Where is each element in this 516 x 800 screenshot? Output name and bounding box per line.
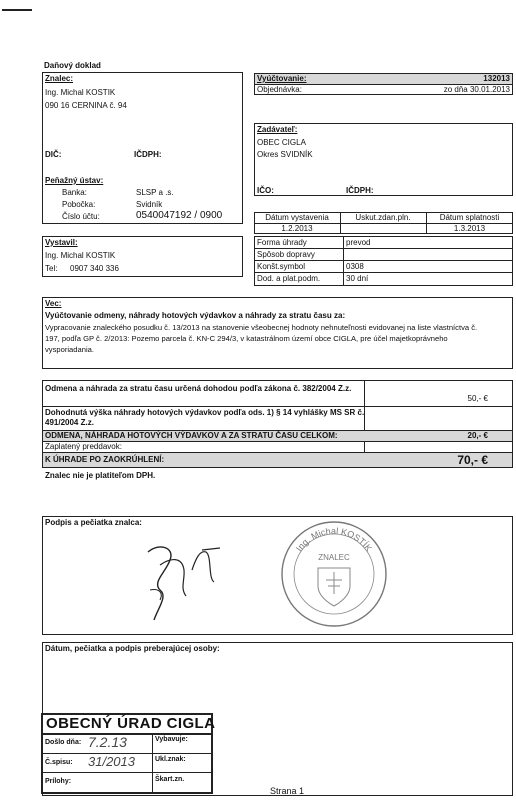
signature	[130, 530, 240, 625]
pobocka-value: Svidník	[136, 200, 163, 209]
stamp-cislo-label: Č.spisu:	[45, 759, 73, 766]
date-header-splatnosti: Dátum splatnosti	[439, 213, 500, 222]
page-number: Strana 1	[270, 786, 305, 796]
tel-value: 0907 340 336	[70, 264, 119, 273]
divider	[254, 248, 513, 249]
vec-line-2: 197, podľa GP č. 2/2013: Pozemo parcela č. KN-C 294/3, v katastrálnom území obce CIGLA, pre účel majetkoprávneho	[45, 334, 448, 343]
expert-seal-stamp	[278, 518, 390, 630]
znalec-address: 090 16 CERNINA č. 94	[45, 101, 127, 110]
stamp-cislo-value: 31/2013	[88, 754, 135, 769]
sposob-dopravy-label: Spôsob dopravy	[257, 250, 315, 259]
vystavil-label: Vystavil:	[45, 238, 78, 247]
konst-symbol-label: Konšt.symbol	[257, 262, 306, 271]
forma-uhrady-label: Forma úhrady	[257, 238, 307, 247]
dod-plat-label: Dod. a plat.podm.	[257, 274, 321, 283]
vystavil-name: Ing. Michal KOSTIK	[45, 251, 116, 260]
forma-uhrady-value: prevod	[346, 238, 371, 247]
odmena-label: Odmena a náhrada za stratu času určená dohodou podľa zákona č. 382/2004 Z.z.	[45, 384, 352, 393]
divider	[254, 272, 513, 273]
seal-top-text: Ing. Michal KOSTÍK	[293, 525, 374, 554]
stamp-ulozenie-label: Ukl.znak:	[155, 756, 186, 763]
podpis-label: Podpis a pečiatka znalca:	[45, 518, 142, 527]
uhrada-label: K ÚHRADE PO ZAOKRÚHLENÍ:	[45, 455, 165, 464]
stamp-doslo-label: Došlo dňa:	[45, 739, 82, 746]
date-header-vystavenia: Dátum vystavenia	[265, 213, 329, 222]
ico-label: IČO:	[257, 186, 274, 195]
vec-box	[42, 297, 513, 369]
celkom-label: ODMENA, NÁHRADA HOTOVÝCH VÝDAVKOV A ZA STRATU ČASU CELKOM:	[45, 431, 338, 440]
zadavatel-name: OBEC CIGLA	[257, 138, 306, 147]
divider	[152, 733, 153, 794]
stamp-vybavuje-label: Vybavuje:	[155, 736, 188, 743]
banka-label: Banka:	[62, 188, 87, 197]
objednavka-label: Objednávka:	[257, 85, 302, 94]
vydavky-label-a: Dohodnutá výška náhrady hotových výdavkov podľa ods. 1) § 14 vyhlášky MS SR č.	[45, 408, 365, 417]
zadavatel-icdph-label: IČDPH:	[346, 186, 374, 195]
pobocka-label: Pobočka:	[62, 200, 96, 209]
stamp-doslo-value: 7.2.13	[88, 734, 127, 750]
document-title: Daňový doklad	[44, 61, 101, 70]
divider	[343, 236, 344, 286]
prijem-label: Dátum, pečiatka a podpis preberajúcej osoby:	[45, 644, 220, 653]
vec-label: Vec:	[45, 299, 62, 308]
divider	[42, 406, 513, 407]
stamp-title: OBECNÝ ÚRAD CIGLA	[46, 715, 216, 732]
ucet-value: 0540047192 / 0900	[136, 210, 223, 221]
zadavatel-label: Zadávateľ:	[257, 125, 298, 134]
znalec-name: Ing. Michal KOSTIK	[45, 88, 116, 97]
stamp-prilohy-label: Prílohy:	[45, 778, 72, 785]
vydavky-label-b: 491/2004 Z.z.	[45, 418, 94, 427]
ucet-label: Číslo účtu:	[62, 212, 100, 221]
seal-mid-text: ZNALEC	[318, 553, 350, 562]
vyuctovanie-label: Vyúčtovanie:	[257, 74, 307, 83]
date-header-uskut: Uskut.zdan.pln.	[355, 213, 411, 222]
celkom-value: 20,- €	[467, 431, 488, 440]
stamp-skartacia-label: Škart.zn.	[155, 776, 185, 783]
icdph-label: IČDPH:	[134, 150, 162, 159]
date-value-vystavenia: 1.2.2013	[281, 224, 313, 233]
corner-mark	[2, 9, 32, 11]
vyuctovanie-number: 132013	[483, 74, 510, 83]
vec-line-1: Vypracovanie znaleckého posudku č. 13/2013 na stanovenie všeobecnej hodnoty nehnuteľnosti evidovanej na liste vlastníctva č.	[45, 323, 478, 332]
preddavok-label: Zaplatený preddavok:	[45, 442, 122, 451]
divider	[42, 452, 513, 453]
dod-plat-value: 30 dní	[346, 274, 369, 283]
divider	[41, 772, 213, 773]
tel-label: Tel:	[45, 264, 58, 273]
odmena-value: 50,- €	[467, 394, 488, 403]
bank-section-label: Peňažný ústav:	[45, 176, 104, 185]
vec-title: Vyúčtovanie odmeny, náhrady hotových výdavkov a náhrady za stratu času za:	[45, 311, 346, 320]
date-value-splatnosti: 1.3.2013	[453, 224, 486, 233]
dph-note: Znalec nie je platiteľom DPH.	[45, 471, 156, 480]
znalec-label: Znalec:	[45, 74, 74, 83]
zadavatel-district: Okres SVIDNÍK	[257, 150, 313, 159]
objednavka-value: zo dňa 30.01.2013	[443, 85, 510, 94]
vec-line-3: vysporiadania.	[45, 345, 94, 354]
divider	[254, 260, 513, 261]
konst-symbol-value: 0308	[346, 262, 364, 271]
dic-label: DIČ:	[45, 150, 62, 159]
banka-value: SLSP a .s.	[136, 188, 174, 197]
uhrada-value: 70,- €	[457, 453, 488, 467]
